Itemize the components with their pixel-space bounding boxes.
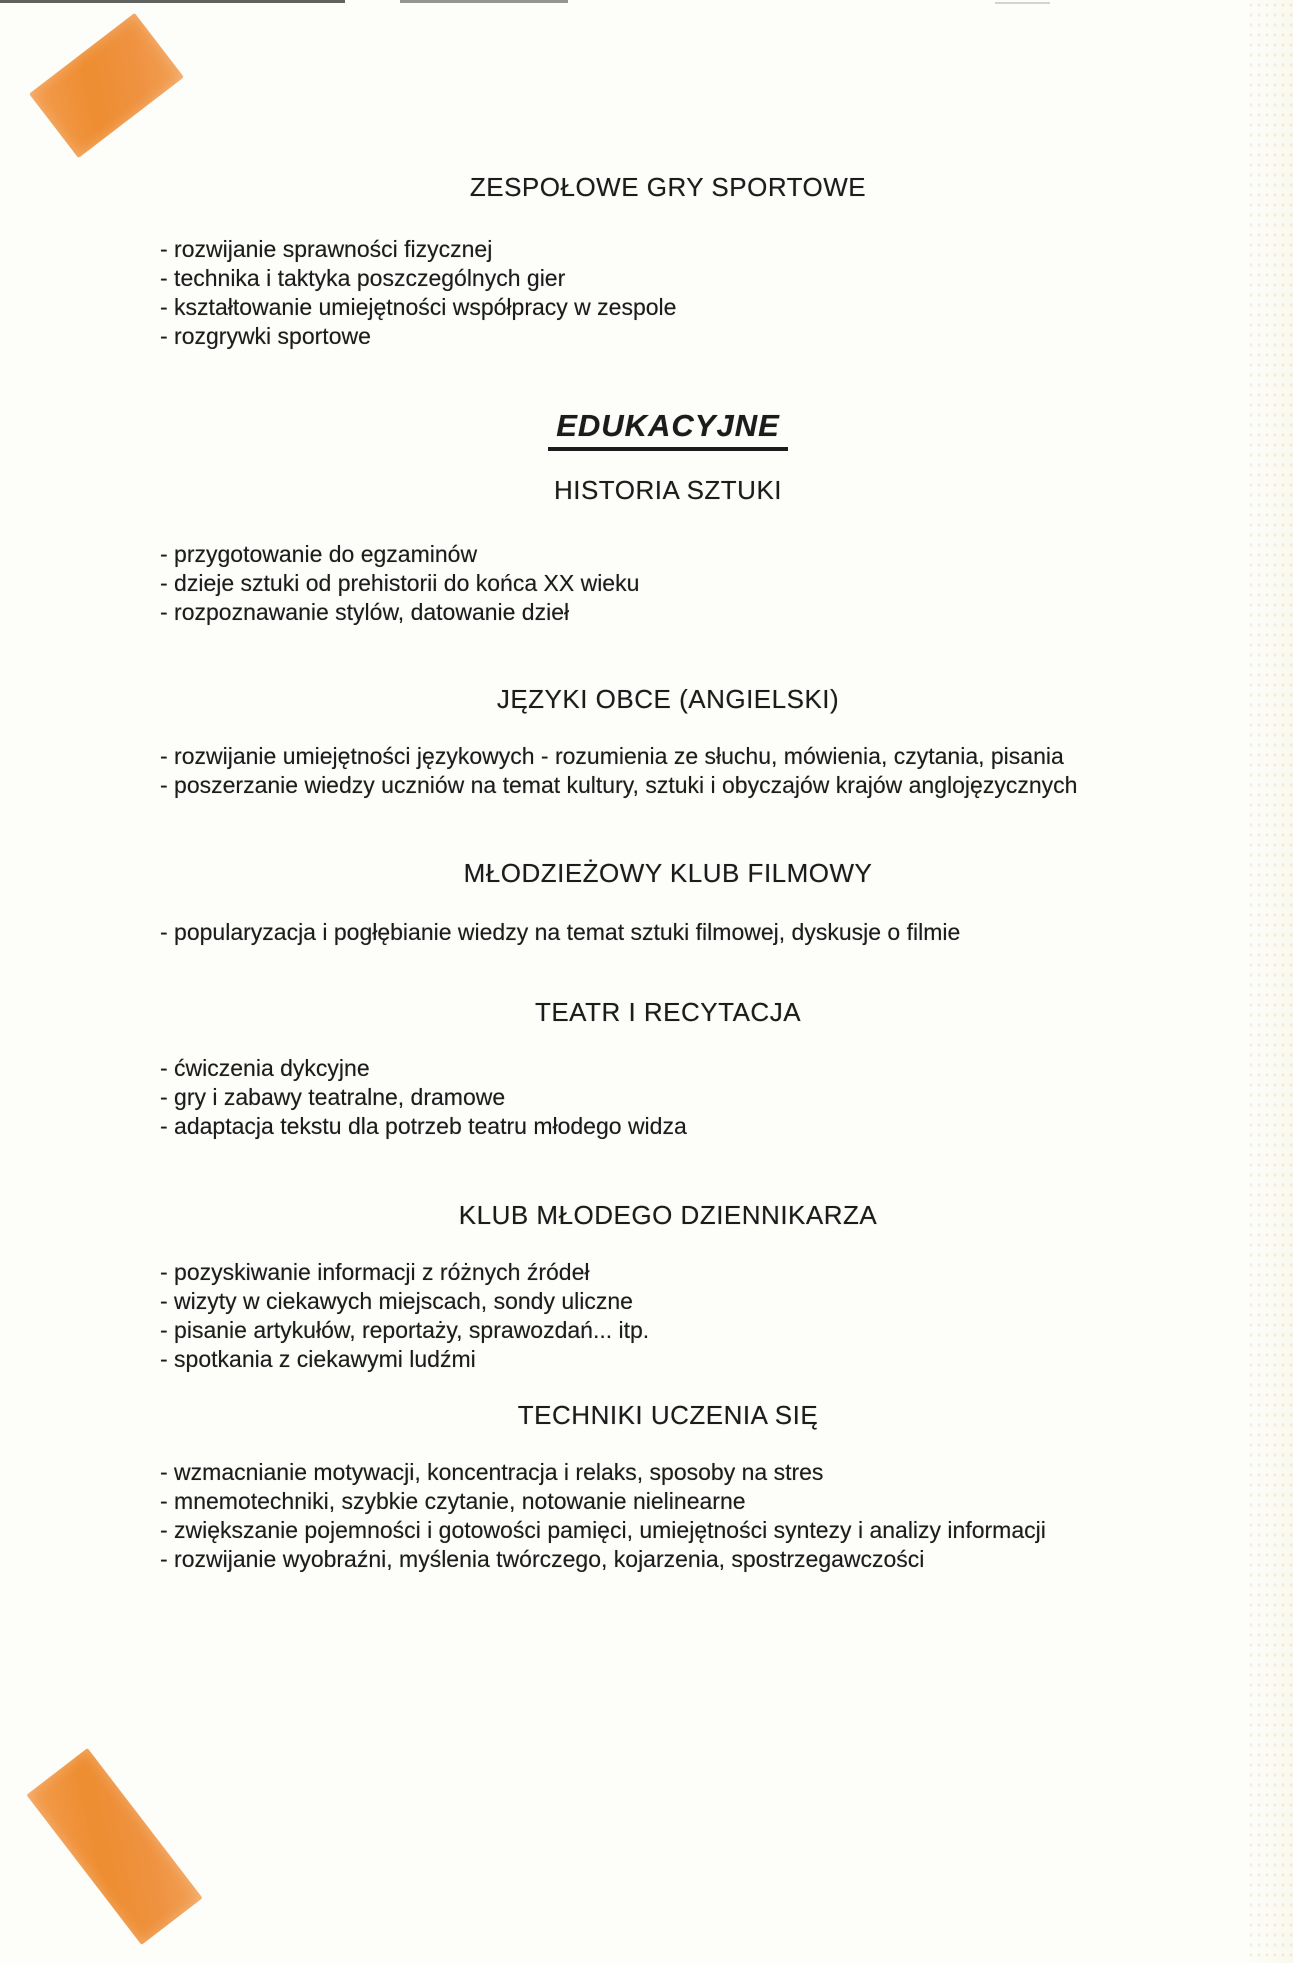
list-item: - mnemotechniki, szybkie czytanie, notowanie nielinearne <box>160 1488 746 1514</box>
section-list-teatr-i-recytacja <box>160 1054 1240 1141</box>
list-item: - popularyzacja i pogłębianie wiedzy na temat sztuki filmowej, dyskusje o filmie <box>160 919 961 945</box>
section-list-klub-mlodego-dziennikarza <box>160 1258 1240 1374</box>
scan-edge-artifact <box>995 2 1050 4</box>
orange-tape-top <box>29 13 184 158</box>
list-item: - gry i zabawy teatralne, dramowe <box>160 1084 506 1110</box>
list-item: - wzmacnianie motywacji, koncentracja i relaks, sposoby na stres <box>160 1459 824 1485</box>
section-heading-mlodziezowy-klub-filmowy: MŁODZIEŻOWY KLUB FILMOWY <box>463 858 873 888</box>
list-item: - rozwijanie sprawności fizycznej <box>160 236 493 262</box>
list-item: - pisanie artykułów, reportaży, sprawozdań... itp. <box>160 1317 650 1343</box>
section-heading-teatr-i-recytacja: TEATR I RECYTACJA <box>534 997 802 1027</box>
scan-edge-artifact <box>0 0 345 3</box>
list-item: - adaptacja tekstu dla potrzeb teatru młodego widza <box>160 1113 687 1139</box>
list-item: - kształtowanie umiejętności współpracy w zespole <box>160 294 677 320</box>
list-item: - spotkania z ciekawymi ludźmi <box>160 1346 476 1372</box>
list-item: - dzieje sztuki od prehistorii do końca XX wieku <box>160 570 640 596</box>
section-heading-historia-sztuki: HISTORIA SZTUKI <box>553 475 783 505</box>
list-item: - zwiększanie pojemności i gotowości pamięci, umiejętności syntezy i analizy informacji <box>160 1517 1046 1543</box>
list-item: - wizyty w ciekawych miejscach, sondy uliczne <box>160 1288 633 1314</box>
orange-tape-bottom <box>26 1748 202 1945</box>
section-heading-techniki-uczenia-sie: TECHNIKI UCZENIA SIĘ <box>517 1400 819 1430</box>
section-heading-zespolowe-gry-sportowe: ZESPOŁOWE GRY SPORTOWE <box>469 172 867 202</box>
section-list-zespolowe-gry-sportowe <box>160 235 1240 351</box>
list-item: - poszerzanie wiedzy uczniów na temat kultury, sztuki i obyczajów krajów anglojęzycznych <box>160 772 1078 798</box>
section-list-mlodziezowy-klub-filmowy <box>160 918 1240 947</box>
scan-edge-artifact <box>400 0 568 3</box>
list-item: - rozpoznawanie stylów, datowanie dzieł <box>160 599 570 625</box>
section-heading-jezyki-obce: JĘZYKI OBCE (ANGIELSKI) <box>496 684 840 714</box>
list-item: - technika i taktyka poszczególnych gier <box>160 265 566 291</box>
section-heading-klub-mlodego-dziennikarza: KLUB MŁODEGO DZIENNIKARZA <box>458 1200 878 1230</box>
list-item: - przygotowanie do egzaminów <box>160 541 478 567</box>
category-heading-edukacyjne <box>160 408 1176 451</box>
list-item: - pozyskiwanie informacji z różnych źródeł <box>160 1259 590 1285</box>
section-list-jezyki-obce <box>160 742 1240 800</box>
category-heading-text: EDUKACYJNE <box>548 408 788 451</box>
scan-speckle-band <box>1247 0 1293 1963</box>
section-list-historia-sztuki <box>160 540 1240 627</box>
list-item: - rozwijanie wyobraźni, myślenia twórczego, kojarzenia, spostrzegawczości <box>160 1546 925 1572</box>
list-item: - rozwijanie umiejętności językowych - rozumienia ze słuchu, mówienia, czytania, pisania <box>160 743 1064 769</box>
section-list-techniki-uczenia-sie <box>160 1458 1240 1574</box>
list-item: - ćwiczenia dykcyjne <box>160 1055 370 1081</box>
list-item: - rozgrywki sportowe <box>160 323 371 349</box>
